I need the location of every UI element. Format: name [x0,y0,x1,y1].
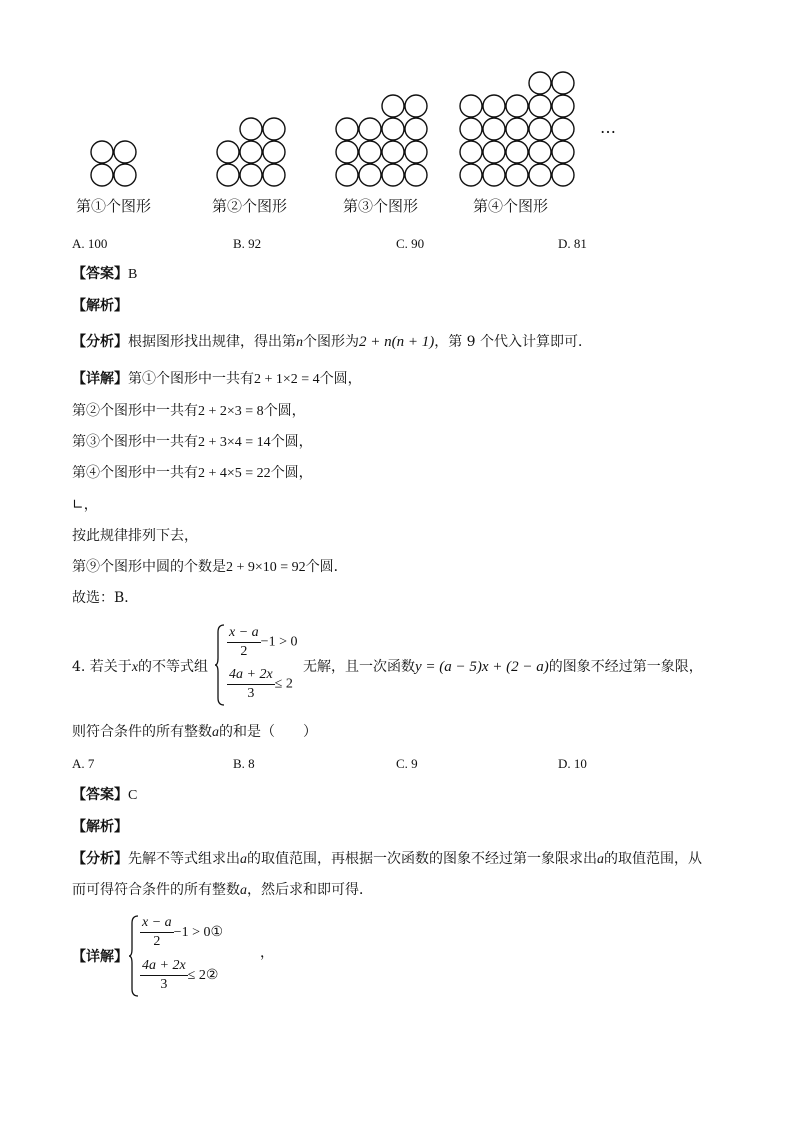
circle-shape [405,95,427,117]
figure-caption-1: 第①个图形 [76,197,152,215]
circle-shape [359,118,381,140]
q4-stem-middle: 无解，且一次函数y = (a − 5)x + (2 − a)的图象不经过第一象限， [303,659,703,675]
answer-value: B [128,267,138,282]
q3-analysis-tag: 【解析】 [72,298,128,314]
circle-shape [336,141,358,163]
q3-detail-line-4: 第④个图形中一共有2 + 4×5 = 22个圆， [72,465,313,481]
left-brace-icon [128,915,140,997]
circle-shape [240,141,262,163]
circle-shape [382,164,404,186]
q3-continue: 按此规律排列下去， [72,528,198,544]
q3-choose: 故选：B． [72,590,139,606]
circle-shape [405,141,427,163]
q3-ninth-line: 第⑨个图形中圆的个数是2 + 9×10 = 92个圆． [72,559,348,575]
figure-caption-2: 第②个图形 [212,197,288,215]
q3-answer-line [72,264,137,285]
circle-shape [336,164,358,186]
circle-shape [552,95,574,117]
circle-shape [460,164,482,186]
circle-shape [460,141,482,163]
q4-option-a: A. 7 [72,756,95,771]
circle-shape [529,118,551,140]
q4-detail-tag: 【详解】 [72,949,128,965]
figure-caption-4: 第④个图形 [473,197,549,215]
circle-shape [506,164,528,186]
circle-shape [382,141,404,163]
formula: 2 + n(n + 1) [359,334,435,350]
circle-shape [483,141,505,163]
q3-option-a: A. 100 [72,236,108,251]
circle-shape [460,118,482,140]
q4-stem-start: 4. 若关于x的不等式组 [72,659,209,675]
circle-shape [91,164,113,186]
q4-detail-inequality-2: $\frac{4a + 2x}{3}$ ≤ 2② [142,958,219,992]
figure-ellipsis: … [600,118,616,137]
q4-inequality-2: $\frac{4a + 2x}{3}$ ≤ 2 [229,667,293,701]
circle-shape [240,118,262,140]
q4-stem-end: 则符合条件的所有整数a的和是（ ） [72,724,317,740]
circle-shape [529,95,551,117]
circle-shape [529,141,551,163]
q3-option-d: D. 81 [558,236,587,251]
q3-detail-line-1: 【详解】第①个图形中一共有2 + 1×2 = 4个圆， [72,371,362,387]
q4-fenxi-line-2: 而可得符合条件的所有整数a，然后求和即可得． [72,882,373,898]
circle-shape [483,164,505,186]
circle-shape [240,164,262,186]
circle-shape [405,164,427,186]
q4-inequality-1: $\frac{x - a}{2}$ −1 > 0 [229,625,298,659]
circle-pattern-figures [0,0,794,195]
circle-shape [483,95,505,117]
q3-dots: ∟， [72,497,98,513]
circle-shape [529,164,551,186]
left-brace-icon [214,624,226,706]
q4-option-d: D. 10 [558,756,587,771]
function-formula: y = (a − 5)x + (2 − a) [415,659,549,675]
circle-shape [552,164,574,186]
q4-detail-inequality-1: $\frac{x - a}{2}$ −1 > 0① [142,915,224,949]
circle-shape [263,164,285,186]
circle-shape [483,118,505,140]
circle-shape [114,164,136,186]
circle-shape [382,95,404,117]
circle-shape [529,72,551,94]
circle-shape [114,141,136,163]
q3-option-b: B. 92 [233,236,262,251]
circle-shape [552,72,574,94]
circle-shape [405,118,427,140]
q4-analysis-tag: 【解析】 [72,819,128,835]
circle-shape [460,95,482,117]
circle-shape [217,164,239,186]
q3-detail-line-3: 第③个图形中一共有2 + 3×4 = 14个圆， [72,434,313,450]
circle-shape [359,141,381,163]
figure-caption-3: 第③个图形 [343,197,419,215]
circle-shape [506,141,528,163]
circle-shape [217,141,239,163]
circle-shape [552,118,574,140]
q3-detail-line-2: 第②个图形中一共有2 + 2×3 = 8个圆， [72,403,306,419]
circle-shape [506,118,528,140]
q4-fenxi-line-1: 【分析】先解不等式组求出a的取值范围，再根据一次函数的图象不经过第一象限求出a的取值范围，从 [72,851,702,867]
q3-option-c: C. 90 [396,236,425,251]
circle-shape [552,141,574,163]
q4-option-b: B. 8 [233,756,255,771]
circle-shape [506,95,528,117]
q3-fenxi-line: 【分析】根据图形找出规律，得出第n个图形为2 + n(n + 1)，第 9 个代入计算即可． [72,334,593,350]
q4-option-c: C. 9 [396,756,418,771]
circle-shape [359,164,381,186]
circle-shape [263,141,285,163]
circle-shape [91,141,113,163]
circle-shape [382,118,404,140]
circle-shape [336,118,358,140]
answer-tag: 【答案】 [72,266,128,282]
circle-shape [263,118,285,140]
q4-detail-comma: ， [260,945,274,961]
q4-answer-line: 【答案】C [72,787,138,803]
